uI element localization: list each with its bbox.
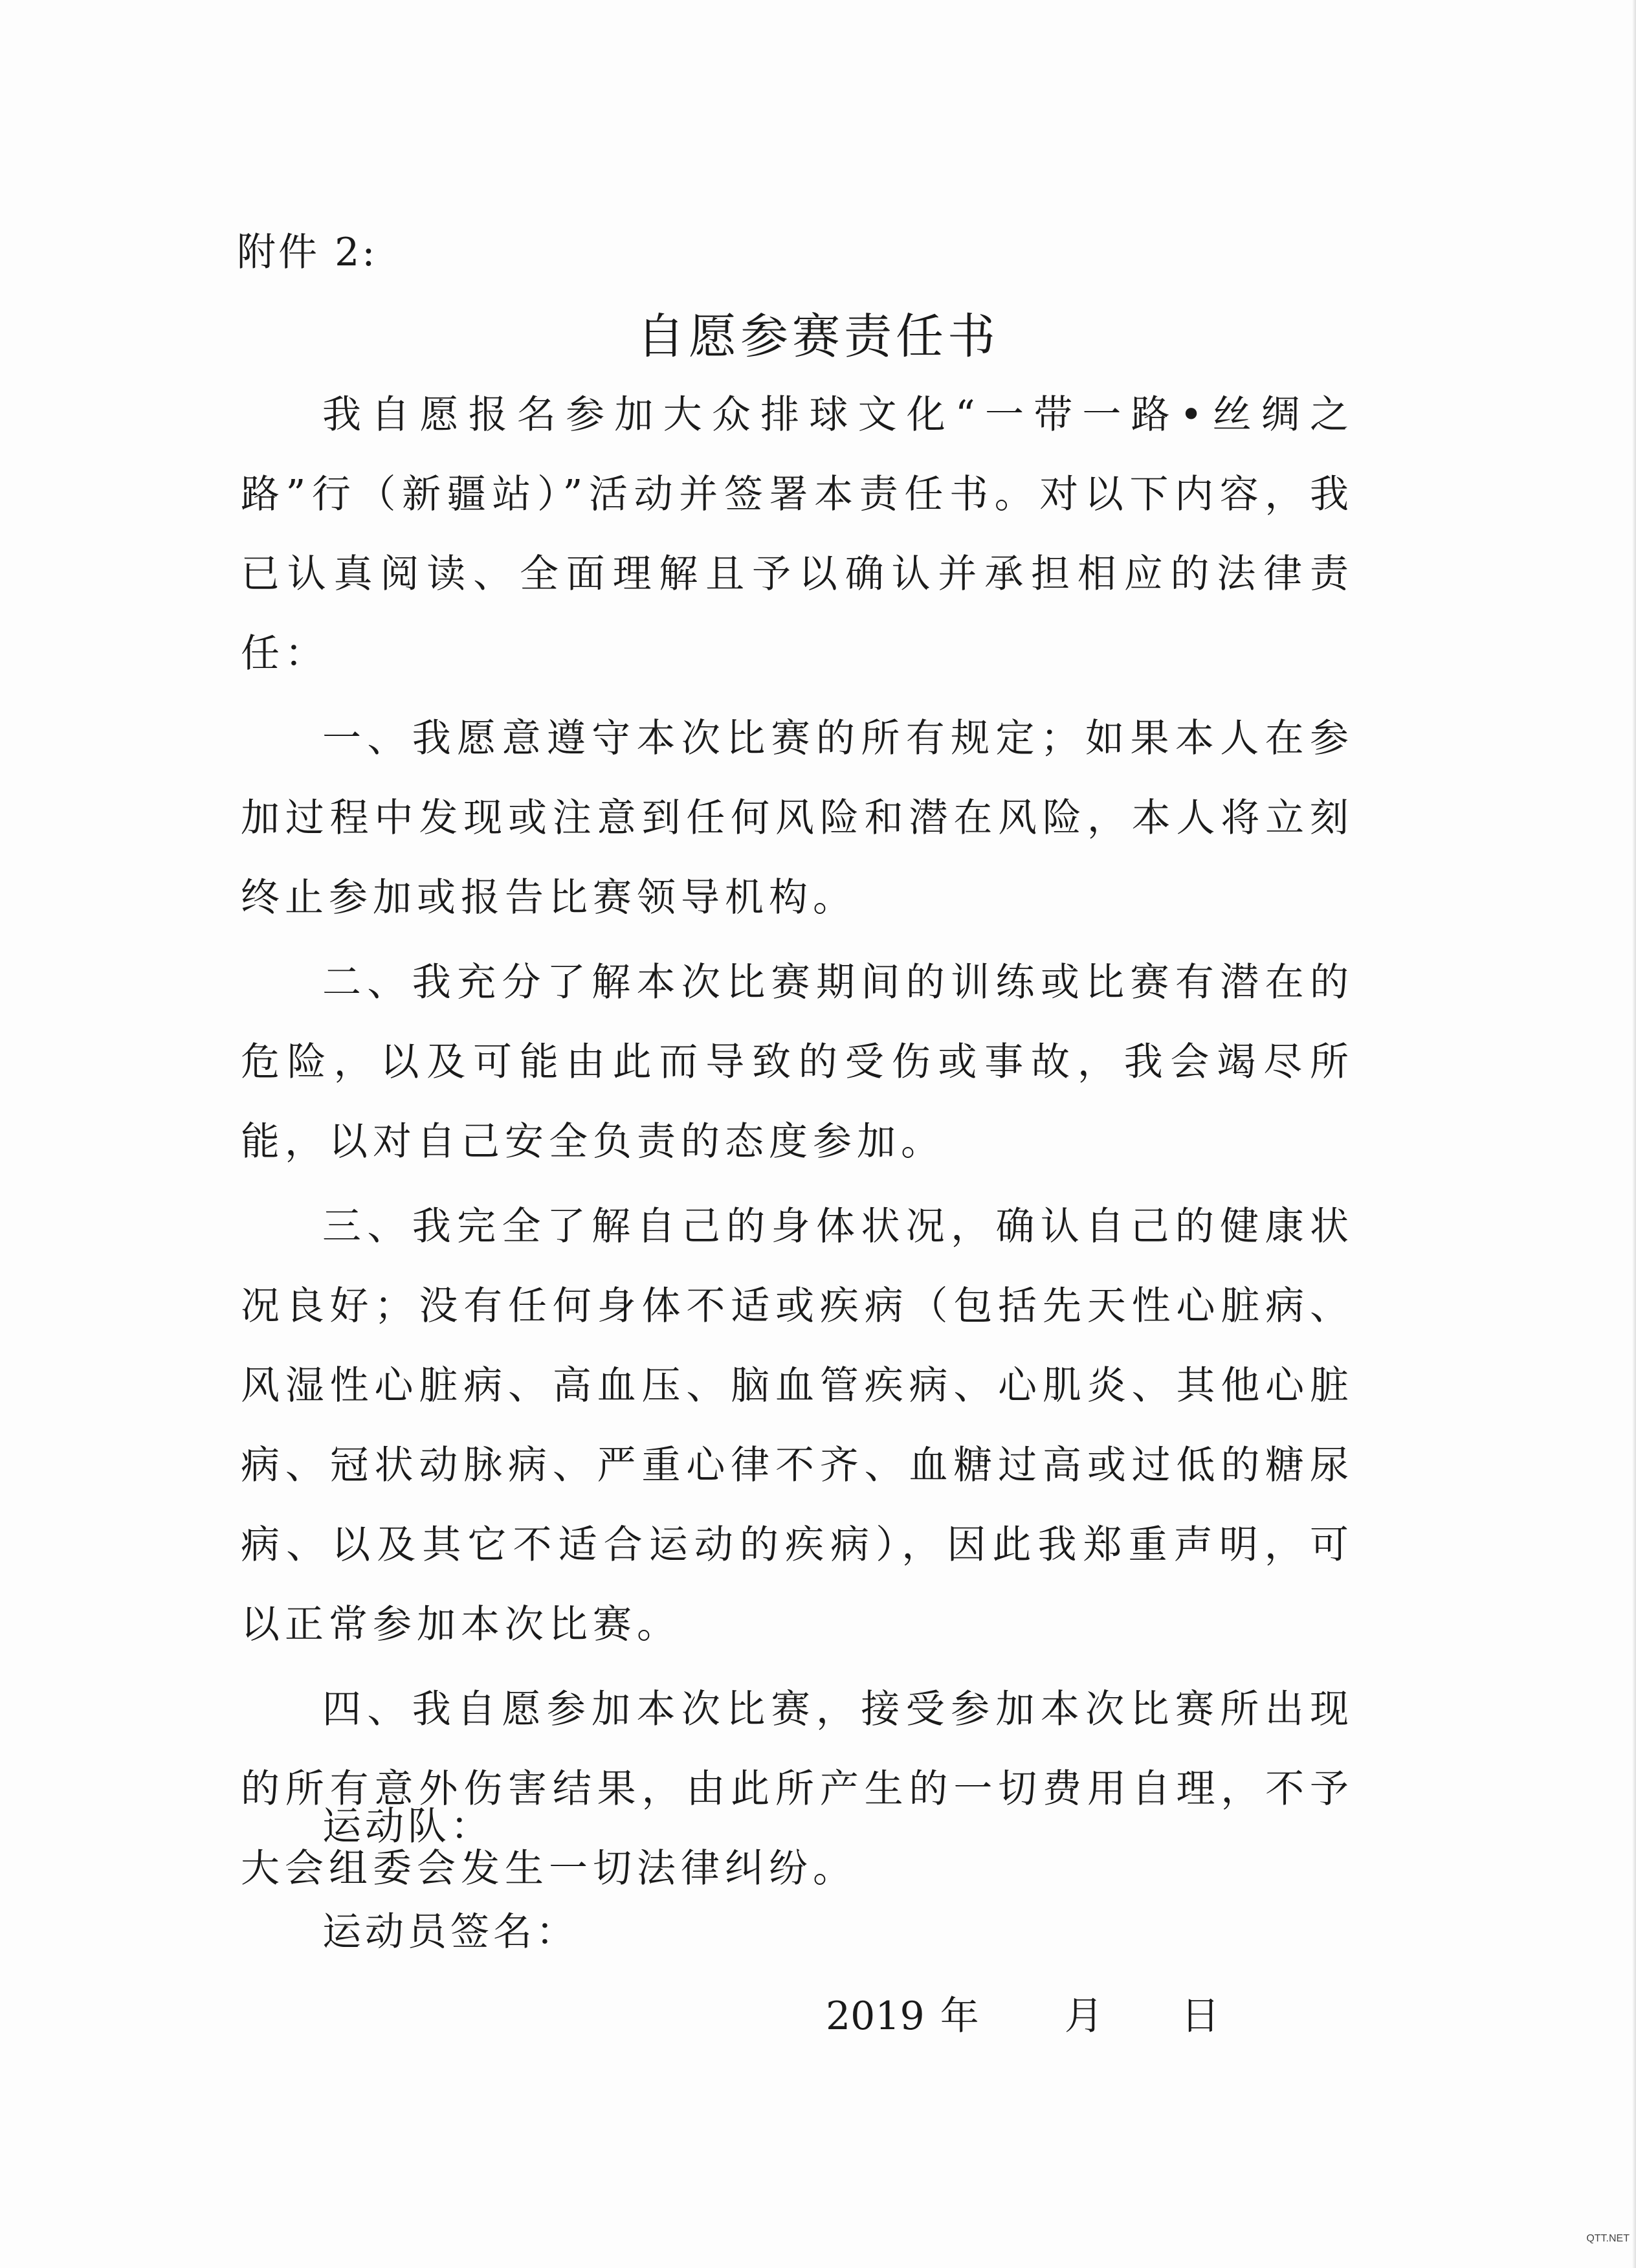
attachment-label: 附件 2: (237, 230, 378, 275)
scan-edge-shadow (1632, 0, 1636, 2268)
date-line (826, 1990, 1220, 2042)
date-month-label: 月 (1064, 1994, 1103, 2039)
date-day-label: 日 (1180, 1994, 1220, 2039)
date-year: 2019 (826, 1994, 925, 2039)
athlete-signature-label: 运动员签名： (322, 1909, 579, 1955)
document-title: 自愿参赛责任书 (637, 309, 999, 364)
date-year-label: 年 (940, 1994, 979, 2039)
clause-three: 三、我完全了解自己的身体状况，确认自己的健康状况良好；没有任何身体不适或疾病（包括先天性心脏病、风湿性心脏病、高血压、脑血管疾病、心肌炎、其他心脏病、冠状动脉病、严重心律不齐、血糖过高或过低的糖尿病、以及其它不适合运动的疾病），因此我郑重声明，可以正常参加本次比赛。 (241, 1204, 1354, 1647)
clause-two: 二、我充分了解本次比赛期间的训练或比赛有潜在的危险，以及可能由此而导致的受伤或事故，我会竭尽所能，以对自己安全负责的态度参加。 (241, 960, 1354, 1164)
team-label: 运动队： (322, 1804, 493, 1849)
clause-four: 四、我自愿参加本次比赛，接受参加本次比赛所出现的所有意外伤害结果，由此所产生的一切费用自理，不予大会组委会发生一切法律纠纷。 (241, 1687, 1354, 1891)
document-body (241, 375, 1354, 1914)
intro-paragraph: 我自愿报名参加大众排球文化“一带一路•丝绸之路”行（新疆站）”活动并签署本责任书。对以下内容，我已认真阅读、全面理解且予以确认并承担相应的法律责任： (241, 392, 1354, 676)
clause-one: 一、我愿意遵守本次比赛的所有规定；如果本人在参加过程中发现或注意到任何风险和潜在风险，本人将立刻终止参加或报告比赛领导机构。 (241, 716, 1354, 920)
watermark: QTT.NET (1586, 2233, 1630, 2244)
